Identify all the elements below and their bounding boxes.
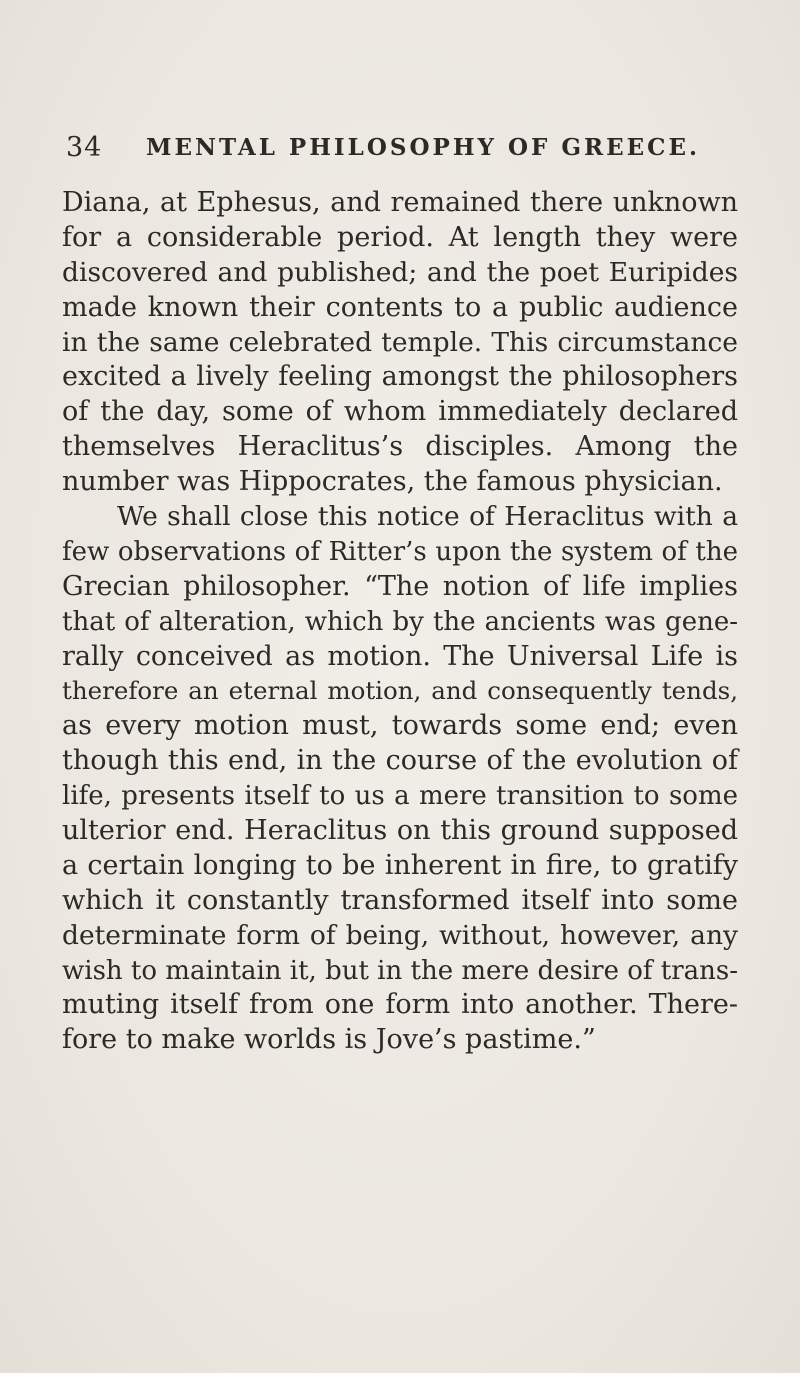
text-line: a certain longing to be inherent in fire, to gratify bbox=[62, 849, 738, 881]
text-line: rally conceived as motion. The Universal Life is bbox=[62, 640, 738, 672]
text-line: that of alteration, which by the ancients was gene- bbox=[62, 606, 738, 637]
text-line: muting itself from one form into another. There- bbox=[62, 989, 738, 1021]
text-line: life, presents itself to us a mere transition to some bbox=[62, 781, 738, 812]
text-line: themselves Heraclitus’s disciples. Among the bbox=[62, 431, 738, 463]
text-line: We shall close this notice of Heraclitus with a bbox=[117, 501, 738, 533]
text-line: made known their contents to a public audience bbox=[62, 291, 738, 323]
text-line: fore to make worlds is Jove’s pastime.” bbox=[62, 1024, 596, 1056]
page-number: 34 bbox=[66, 132, 103, 163]
body-text bbox=[62, 186, 738, 1058]
text-line: ulterior end. Heraclitus on this ground supposed bbox=[62, 815, 738, 847]
text-line: in the same celebrated temple. This circumstance bbox=[62, 326, 738, 358]
text-line: number was Hippocrates, the famous physician. bbox=[62, 466, 723, 498]
text-line: wish to maintain it, but in the mere desire of trans- bbox=[62, 955, 739, 986]
text-line: as every motion must, towards some end; even bbox=[62, 710, 738, 742]
text-line: therefore an eternal motion, and consequently tends, bbox=[62, 676, 738, 706]
text-line: for a considerable period. At length they were bbox=[62, 221, 738, 253]
text-line: of the day, some of whom immediately declared bbox=[62, 396, 738, 428]
running-head bbox=[0, 132, 800, 172]
paragraph bbox=[62, 186, 738, 500]
text-line: determinate form of being, without, however, any bbox=[62, 919, 738, 951]
paragraph bbox=[62, 500, 738, 1058]
text-line: which it constantly transformed itself into some bbox=[62, 884, 738, 916]
text-line: Grecian philosopher. “The notion of life implies bbox=[62, 570, 738, 602]
running-title: MENTAL PHILOSOPHY OF GREECE. bbox=[146, 134, 701, 161]
text-line: though this end, in the course of the evolution of bbox=[62, 745, 738, 777]
text-line: few observations of Ritter’s upon the system of the bbox=[62, 536, 738, 567]
text-line: Diana, at Ephesus, and remained there unknown bbox=[62, 187, 738, 218]
text-line: excited a lively feeling amongst the philosophers bbox=[62, 361, 738, 393]
text-line: discovered and published; and the poet Euripides bbox=[62, 256, 738, 288]
